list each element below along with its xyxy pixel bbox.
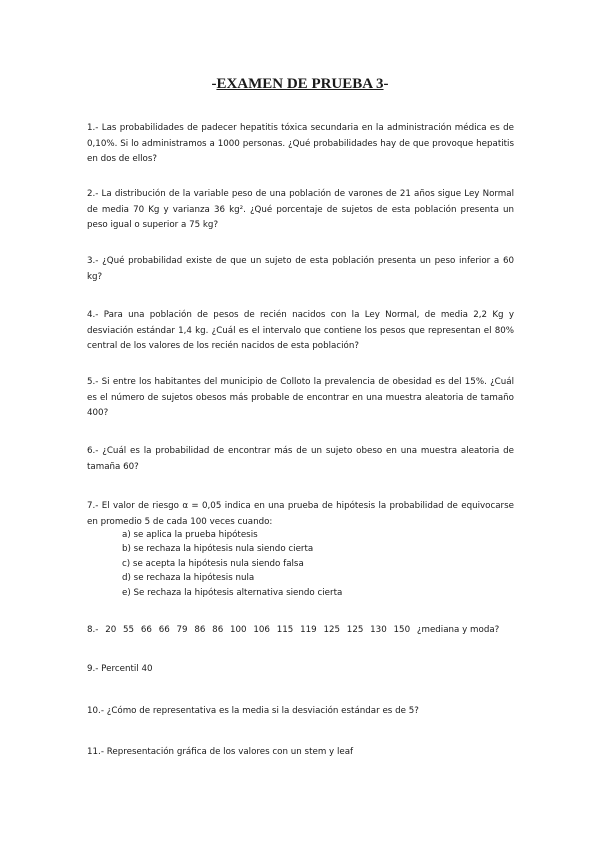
question-6: 6.- ¿Cuál es la probabilidad de encontrar más de un sujeto obeso en una muestra aleatoria de tamaña 60? — [87, 446, 514, 472]
question-1: 1.- Las probabilidades de padecer hepatitis tóxica secundaria en la administración médica es de 0,10%. Si lo administramos a 1000 personas. ¿Qué probabilidades hay de que provoque hepatitis en dos de ellos? — [87, 123, 514, 164]
value: 86 — [194, 625, 206, 635]
value: 125 — [323, 625, 341, 635]
option-e: e) Se rechaza la hipótesis alternativa siendo cierta — [122, 587, 343, 598]
value: 79 — [176, 625, 188, 635]
title-prefix: - — [211, 76, 217, 92]
question-7-options — [122, 528, 502, 600]
value: 66 — [140, 625, 152, 635]
value: 100 — [230, 625, 247, 635]
value: 20 — [105, 625, 117, 635]
question-7: 7.- El valor de riesgo α = 0,05 indica en una prueba de hipótesis la probabilidad de equivocarse en promedio 5 de cada 100 veces cuando: — [87, 501, 514, 527]
question-8-label: 8.- — [87, 625, 99, 635]
value: 66 — [158, 625, 170, 635]
question-11: 11.- Representación gráfica de los valores con un stem y leaf — [87, 747, 354, 757]
question-3: 3.- ¿Qué probabilidad existe de que un sujeto de esta población presenta un peso inferior a 60 kg? — [87, 256, 514, 282]
value: 86 — [212, 625, 224, 635]
option-a: a) se aplica la prueba hipótesis — [122, 530, 258, 540]
option-b: b) se rechaza la hipótesis nula siendo cierta — [122, 544, 314, 555]
option-d: d) se rechaza la hipótesis nula — [122, 573, 255, 584]
question-10: 10.- ¿Cómo de representativa es la media si la desviación estándar es de 5? — [87, 706, 419, 716]
question-5: 5.- Si entre los habitantes del municipio de Colloto la prevalencia de obesidad es del 15%. ¿Cuál es el número de sujetos obesos más probable de encontrar en una muestra aleatoria de tamaño 400? — [87, 377, 514, 418]
question-9: 9.- Percentil 40 — [87, 664, 153, 674]
title-suffix: - — [383, 76, 389, 92]
title-main: EXAMEN DE PRUEBA 3 — [216, 76, 384, 92]
value: 119 — [300, 625, 317, 635]
page-title — [0, 76, 600, 93]
option-c: c) se acepta la hipótesis nula siendo falsa — [122, 558, 304, 569]
value: 130 — [370, 625, 387, 635]
question-8 — [87, 623, 514, 639]
question-4: 4.- Para una población de pesos de recién nacidos con la Ley Normal, de media 2,2 Kg y desviación estándar 1,4 kg. ¿Cuál es el intervalo que contiene los pesos que representan el 80% central de los valores de los recién nacidos de esta población? — [87, 310, 514, 351]
value: 125 — [346, 625, 364, 635]
value: 150 — [393, 625, 411, 635]
value: 55 — [123, 625, 135, 635]
value: 106 — [253, 625, 270, 635]
question-8-prompt: ¿mediana y moda? — [416, 625, 500, 635]
question-2: 2.- La distribución de la variable peso de una población de varones de 21 años sigue Ley Normal de media 70 Kg y varianza 36 kg². ¿Qué porcentaje de sujetos de esta población presenta un peso igual o superior a 75 kg? — [87, 189, 514, 230]
value: 115 — [276, 625, 294, 635]
